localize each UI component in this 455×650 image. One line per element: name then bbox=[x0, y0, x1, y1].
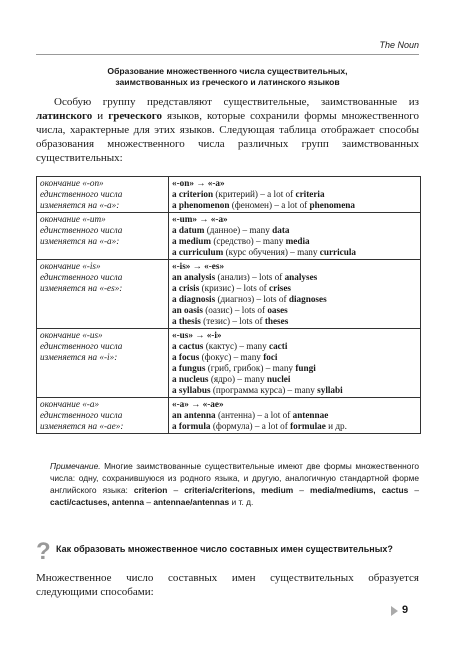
note-paragraph bbox=[50, 460, 419, 508]
example-line bbox=[172, 294, 417, 305]
section-heading bbox=[50, 66, 405, 88]
rule-condition-line: окончание «-a» bbox=[40, 399, 100, 409]
plural-word: formulae bbox=[290, 421, 326, 431]
singular-word: a nucleus bbox=[172, 374, 209, 384]
gloss-text: (анализ) – lots of bbox=[215, 272, 285, 282]
note-bold-1: criterion bbox=[133, 485, 168, 495]
rule-condition-line: единственного числа bbox=[40, 272, 123, 282]
example-line bbox=[172, 189, 417, 200]
singular-word: a criterion bbox=[172, 189, 214, 199]
gloss-text: (диагноз) – lots of bbox=[215, 294, 289, 304]
rule-condition-line: изменяется на «-es»: bbox=[40, 283, 123, 293]
rule-condition-cell bbox=[37, 260, 169, 329]
page-number: 9 bbox=[402, 604, 409, 616]
example-line bbox=[172, 385, 417, 396]
rule-condition-line: единственного числа bbox=[40, 410, 123, 420]
answer-paragraph: Множественное число составных имен существительных образуется следующими способами: bbox=[36, 572, 419, 598]
intro-bold-greek: греческого bbox=[108, 110, 162, 122]
example-line bbox=[172, 225, 417, 236]
plural-word: antennae bbox=[292, 410, 329, 420]
rule-condition-line: единственного числа bbox=[40, 225, 123, 235]
rule-condition-cell bbox=[37, 213, 169, 260]
intro-paragraph bbox=[36, 95, 419, 165]
table-row bbox=[37, 329, 421, 398]
note-text-1: Многие заимствованные существительные имеют две формы множественного числа: одну, сохранившуюся из родного языка, и другую, аналогичную стандартной форме английского языка: bbox=[50, 461, 419, 495]
page-marker-icon bbox=[391, 606, 398, 616]
plural-forms-table bbox=[36, 176, 421, 434]
rule-condition-line: окончание «-is» bbox=[40, 261, 101, 271]
singular-word: a fungus bbox=[172, 363, 206, 373]
example-line bbox=[172, 363, 417, 374]
example-line bbox=[172, 247, 417, 258]
example-line bbox=[172, 305, 417, 316]
rule-condition-line: окончание «-us» bbox=[40, 330, 103, 340]
singular-word: a syllabus bbox=[172, 385, 211, 395]
gloss-text: (тезис) – lots of bbox=[200, 316, 265, 326]
rule-condition-line: окончание «-on» bbox=[40, 178, 104, 188]
page-number-block bbox=[391, 604, 419, 618]
section-heading-line1: Образование множественного числа существительных, bbox=[107, 66, 348, 76]
singular-word: a diagnosis bbox=[172, 294, 216, 304]
example-line bbox=[172, 316, 417, 327]
note-text-5: – bbox=[144, 497, 154, 507]
table-row bbox=[37, 213, 421, 260]
example-line bbox=[172, 283, 417, 294]
example-line bbox=[172, 421, 417, 432]
singular-word: a crisis bbox=[172, 283, 200, 293]
gloss-text: (ядро) – many bbox=[208, 374, 267, 384]
running-title: The Noun bbox=[379, 40, 419, 50]
rule-condition-line: окончание «-um» bbox=[40, 214, 106, 224]
intro-bold-latin: латинского bbox=[36, 110, 93, 122]
gloss-text: (оазис) – lots of bbox=[202, 305, 268, 315]
plural-word: nuclei bbox=[266, 374, 291, 384]
gloss-text: (кактус) – many bbox=[203, 341, 270, 351]
examples-cell bbox=[169, 213, 421, 260]
gloss-text: (формула) – a lot of bbox=[210, 421, 291, 431]
note-text-6: и т. д. bbox=[229, 497, 254, 507]
plural-word: analyses bbox=[284, 272, 318, 282]
plural-forms-table-body bbox=[37, 177, 421, 434]
gloss-text: (программа курса) – many bbox=[210, 385, 318, 395]
example-line bbox=[172, 374, 417, 385]
table-row bbox=[37, 398, 421, 434]
header-divider bbox=[36, 54, 419, 55]
gloss-text: (феномен) – a lot of bbox=[229, 200, 310, 210]
plural-word: cacti bbox=[269, 341, 288, 351]
singular-word: a cactus bbox=[172, 341, 204, 351]
tail-text: и др. bbox=[325, 421, 347, 431]
example-line bbox=[172, 410, 417, 421]
rule-condition-line: изменяется на «-a»: bbox=[40, 200, 120, 210]
ending-rule: «-is» → «-es» bbox=[172, 261, 225, 271]
singular-word: a datum bbox=[172, 225, 205, 235]
examples-cell bbox=[169, 260, 421, 329]
plural-word: crises bbox=[269, 283, 291, 293]
note-bold-3: media/mediums, cactus bbox=[310, 485, 409, 495]
gloss-text: (гриб, грибок) – many bbox=[205, 363, 296, 373]
rule-condition-line: изменяется на «-a»: bbox=[40, 236, 120, 246]
table-row bbox=[37, 260, 421, 329]
example-line bbox=[172, 200, 417, 211]
rule-condition-cell bbox=[37, 329, 169, 398]
question-heading: Как образовать множественное число составных имен существительных? bbox=[56, 544, 393, 554]
examples-cell bbox=[169, 398, 421, 434]
example-line bbox=[172, 272, 417, 283]
rule-condition-line: единственного числа bbox=[40, 341, 123, 351]
plural-word: fungi bbox=[295, 363, 316, 373]
intro-text-3: языков, которые сохранили формы множественного числа, характерные для этих языков. Следующая таблица отображает способы образования множественного числа различных групп заимствованных существительных: bbox=[36, 110, 420, 164]
plural-word: curricula bbox=[319, 247, 357, 257]
examples-cell bbox=[169, 329, 421, 398]
question-mark-icon: ? bbox=[36, 538, 51, 565]
gloss-text: (фокус) – many bbox=[199, 352, 264, 362]
note-bold-5: antennae/antennas bbox=[153, 497, 230, 507]
singular-word: an oasis bbox=[172, 305, 203, 315]
singular-word: a formula bbox=[172, 421, 211, 431]
section-heading-line2: заимствованных из греческого и латинского языков bbox=[115, 77, 340, 87]
singular-word: a focus bbox=[172, 352, 200, 362]
singular-word: an antenna bbox=[172, 410, 216, 420]
examples-cell bbox=[169, 177, 421, 213]
rule-condition-cell bbox=[37, 177, 169, 213]
ending-rule: «-a» → «-ae» bbox=[172, 399, 224, 409]
gloss-text: (курс обучения) – many bbox=[223, 247, 320, 257]
note-text-4: – bbox=[408, 485, 419, 495]
note-text-3: – bbox=[293, 485, 310, 495]
plural-word: data bbox=[272, 225, 290, 235]
singular-word: a medium bbox=[172, 236, 212, 246]
rule-condition-line: изменяется на «-i»: bbox=[40, 352, 118, 362]
gloss-text: (кризис) – lots of bbox=[199, 283, 270, 293]
plural-word: phenomena bbox=[309, 200, 355, 210]
singular-word: an analysis bbox=[172, 272, 216, 282]
table-row bbox=[37, 177, 421, 213]
intro-text-2: и bbox=[92, 110, 109, 122]
ending-rule: «-um» → «-a» bbox=[172, 214, 228, 224]
rule-condition-line: изменяется на «-ae»: bbox=[40, 421, 124, 431]
singular-word: a curriculum bbox=[172, 247, 224, 257]
gloss-text: (данное) – many bbox=[204, 225, 273, 235]
plural-word: diagnoses bbox=[288, 294, 327, 304]
example-line bbox=[172, 352, 417, 363]
gloss-text: (антенна) – a lot of bbox=[215, 410, 293, 420]
plural-word: theses bbox=[264, 316, 289, 326]
note-text-2: – bbox=[167, 485, 185, 495]
rule-condition-cell bbox=[37, 398, 169, 434]
plural-word: oases bbox=[267, 305, 288, 315]
ending-rule: «-on» → «-a» bbox=[172, 178, 225, 188]
intro-text-1: Особую группу представляют существительные, заимствованные из bbox=[54, 96, 419, 108]
plural-word: media bbox=[285, 236, 310, 246]
example-line bbox=[172, 236, 417, 247]
example-line bbox=[172, 341, 417, 352]
note-bold-4: cacti/cactuses, antenna bbox=[50, 497, 145, 507]
rule-condition-line: единственного числа bbox=[40, 189, 123, 199]
plural-word: foci bbox=[263, 352, 278, 362]
singular-word: a phenomenon bbox=[172, 200, 230, 210]
singular-word: a thesis bbox=[172, 316, 201, 326]
note-label: Примечание. bbox=[50, 461, 101, 471]
plural-word: syllabi bbox=[317, 385, 343, 395]
gloss-text: (критерий) – a lot of bbox=[213, 189, 296, 199]
ending-rule: «-us» → «-i» bbox=[172, 330, 222, 340]
note-bold-2: criteria/criterions, medium bbox=[184, 485, 294, 495]
plural-word: criteria bbox=[295, 189, 325, 199]
gloss-text: (средство) – many bbox=[211, 236, 286, 246]
